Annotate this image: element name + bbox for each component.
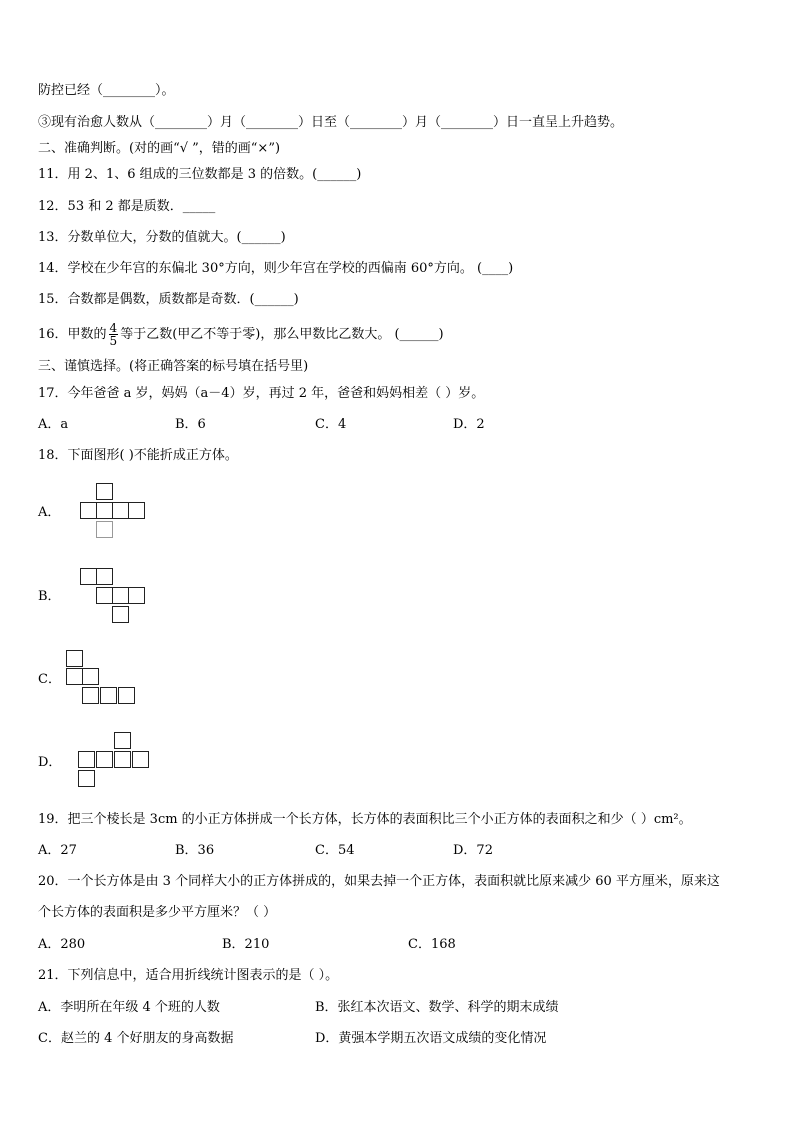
- question-19: 19．把三个棱长是 3cm 的小正方体拼成一个长方体，长方体的表面积比三个小正方体的表面积之和少（ ）cm²。: [38, 812, 692, 827]
- q20-option-a: A．280: [38, 937, 86, 952]
- net-square: [128, 502, 145, 519]
- net-square: [118, 687, 135, 704]
- net-square: [112, 502, 129, 519]
- q17-option-b: B．6: [175, 417, 206, 432]
- line-recovered-trend: ③现有治愈人数从（________）月（________）日至（________）月（________）日一直呈上升趋势。: [38, 115, 624, 130]
- net-square: [78, 751, 95, 768]
- question-13: 13．分数单位大，分数的值就大。(______): [38, 230, 286, 245]
- net-square: [112, 606, 129, 623]
- question-18: 18．下面图形( )不能折成正方体。: [38, 448, 238, 463]
- q17-option-a: A．a: [38, 417, 69, 432]
- net-square: [96, 568, 113, 585]
- q20-option-c: C．168: [408, 937, 456, 952]
- net-square: [96, 587, 113, 604]
- q17-option-c: C．4: [315, 417, 347, 432]
- q21-option-a: A．李明所在年级 4 个班的人数: [38, 1000, 220, 1015]
- question-20-line1: 20．一个长方体是由 3 个同样大小的正方体拼成的，如果去掉一个正方体，表面积就比原来减少 60 平方厘米，原来这: [38, 874, 720, 889]
- line-fill-blank: 防控已经（________）。: [38, 83, 175, 98]
- net-square: [78, 770, 95, 787]
- section-heading-choice: 三、谨慎选择。(将正确答案的标号填在括号里): [38, 359, 309, 374]
- net-square: [114, 751, 131, 768]
- q19-option-a: A．27: [38, 843, 77, 858]
- net-square: [96, 521, 113, 538]
- net-label-b: B．: [38, 589, 61, 604]
- net-square: [100, 687, 117, 704]
- net-square: [112, 587, 129, 604]
- question-14: 14．学校在少年宫的东偏北 30°方向，则少年宫在学校的西偏南 60°方向。 (____): [38, 261, 514, 276]
- q19-option-d: D．72: [453, 843, 493, 858]
- q19-option-c: C．54: [315, 843, 355, 858]
- net-square: [80, 568, 97, 585]
- fraction-numerator: 4: [109, 321, 118, 335]
- net-label-d: D．: [38, 755, 62, 770]
- q17-option-d: D．2: [453, 417, 485, 432]
- net-label-c: C．: [38, 672, 61, 687]
- net-square: [66, 668, 83, 685]
- net-square: [132, 751, 149, 768]
- q21-option-b: B．张红本次语文、数学、科学的期末成绩: [315, 1000, 559, 1015]
- net-square: [114, 732, 131, 749]
- net-square: [80, 502, 97, 519]
- net-square: [96, 502, 113, 519]
- question-11: 11．用 2、1、6 组成的三位数都是 3 的倍数。(______): [38, 167, 362, 182]
- q16-suffix: 等于乙数(甲乙不等于零)，那么甲数比乙数大。 (______): [120, 327, 444, 342]
- q19-option-b: B．36: [175, 843, 215, 858]
- question-15: 15．合数都是偶数，质数都是奇数．(______): [38, 292, 299, 307]
- net-square: [82, 668, 99, 685]
- question-21: 21．下列信息中，适合用折线统计图表示的是（ ）。: [38, 968, 339, 983]
- net-square: [96, 483, 113, 500]
- question-12: 12．53 和 2 都是质数．_____: [38, 199, 216, 214]
- q16-prefix: 16．甲数的: [38, 327, 107, 342]
- net-square: [128, 587, 145, 604]
- q20-option-b: B．210: [222, 937, 270, 952]
- net-square: [96, 751, 113, 768]
- question-17: 17．今年爸爸 a 岁，妈妈（a－4）岁，再过 2 年，爸爸和妈妈相差（ ）岁。: [38, 386, 485, 401]
- q21-option-c: C．赵兰的 4 个好朋友的身高数据: [38, 1031, 234, 1046]
- fraction-denominator: 5: [109, 334, 118, 348]
- net-square: [66, 650, 83, 667]
- question-16: [38, 320, 444, 350]
- q21-option-d: D．黄强本学期五次语文成绩的变化情况: [315, 1031, 547, 1046]
- net-square: [82, 687, 99, 704]
- net-label-a: A．: [38, 505, 61, 520]
- fraction: [109, 322, 119, 347]
- section-heading-judge: 二、准确判断。(对的画“√ ”，错的画“×”): [38, 141, 281, 156]
- question-20-line2: 个长方体的表面积是多少平方厘米？（ ）: [38, 905, 277, 920]
